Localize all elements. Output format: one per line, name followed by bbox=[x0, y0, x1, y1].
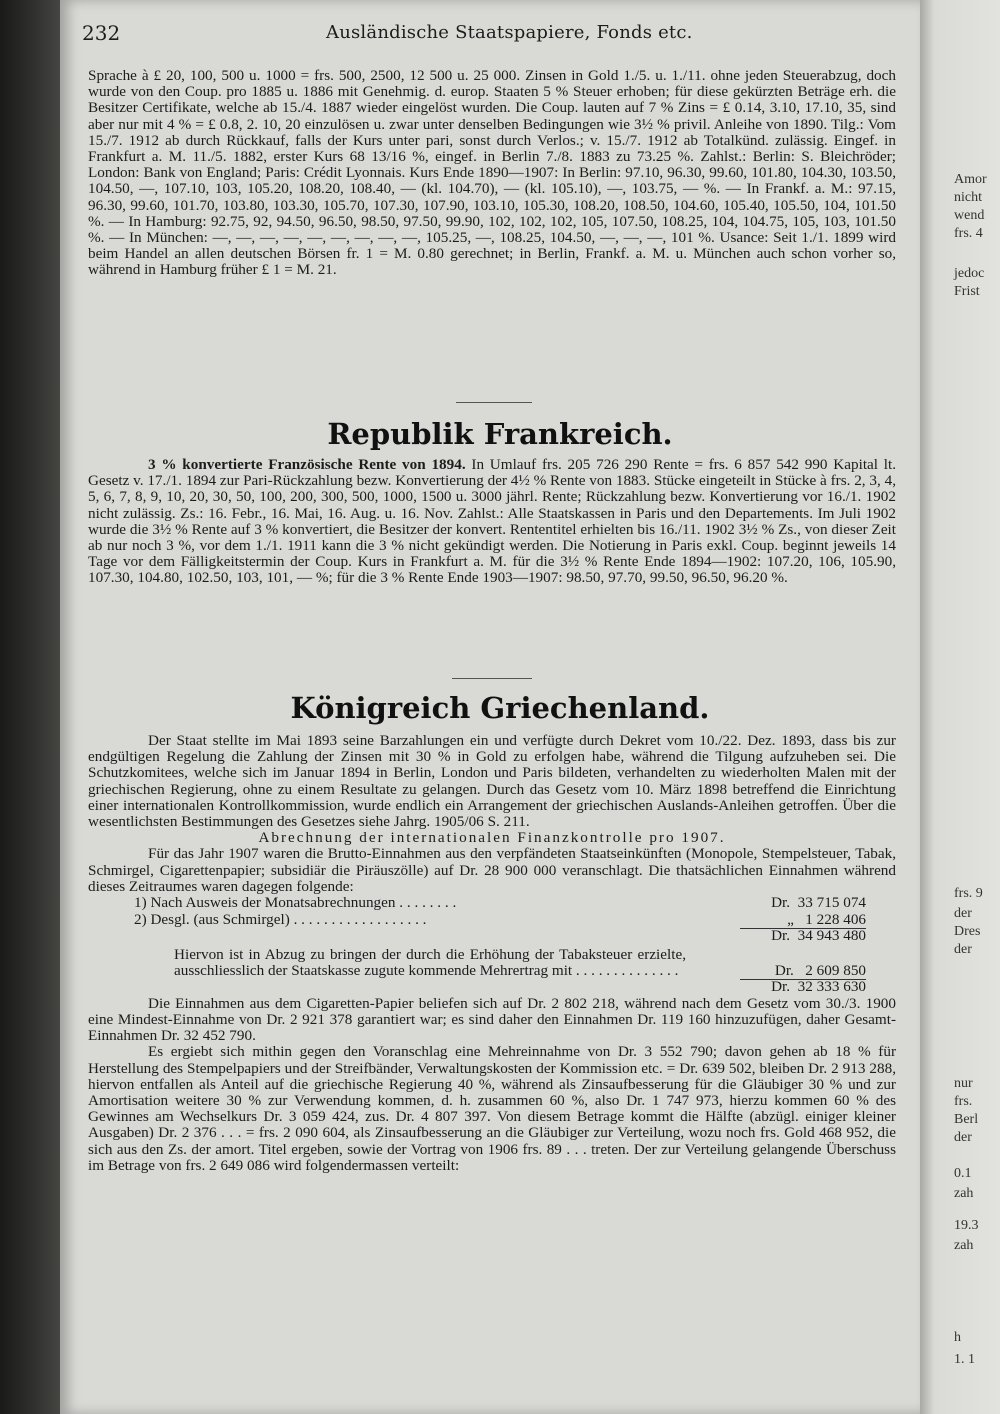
neighbor-fragment: nicht bbox=[954, 190, 982, 205]
neighbor-fragment: wend bbox=[954, 208, 985, 223]
table-row-total bbox=[134, 979, 896, 996]
neighbor-fragment: Frist bbox=[954, 284, 980, 299]
neighbor-fragment: h bbox=[954, 1330, 961, 1345]
page-number: 232 bbox=[82, 21, 121, 45]
row-amount: Dr. 32 333 630 bbox=[771, 978, 866, 996]
neighbor-fragment: der bbox=[954, 906, 972, 921]
section-divider bbox=[452, 678, 532, 679]
neighbor-fragment: frs. 4 bbox=[954, 226, 983, 241]
neighbor-fragment: Amor bbox=[954, 172, 987, 187]
section-title-greece: Königreich Griechenland. bbox=[290, 691, 710, 725]
france-paragraph bbox=[88, 457, 896, 587]
neighbor-fragment: nur bbox=[954, 1076, 973, 1091]
revenue-table bbox=[134, 895, 896, 996]
table-row-subtotal bbox=[134, 928, 896, 945]
greece-intro: Der Staat stellte im Mai 1893 seine Barzahlungen ein und verfügte durch Dekret vom 10./22. Dez. 1893, dass bis zur endgültigen Regelung die Zahlung der Zinsen mit 30 % in Gold zu erfolgen habe, während die Tilgung aufzuheben sei. Die Schutzkomitees, welche sich im Januar 1894 in Berlin, London und Paris bildeten, verhandelten zu wiederholten Malen mit der griechischen Regierung, ohne zu einem Resultate zu gelangen. Durch das Gesetz vom 10. März 1898 betreffend die Einrichtung einer internationalen Kontrollkommission, wurde endlich ein Arrangement der griechischen Auslands-Anleihen getroffen. Über die wesentlichsten Bestimmungen des Gesetzes siehe Jahrg. 1905/06 S. 211. bbox=[88, 732, 896, 831]
deduction-amount: Dr. 2 609 850 bbox=[774, 962, 866, 980]
continuation-paragraph: Sprache à £ 20, 100, 500 u. 1000 = frs. 500, 2500, 12 500 u. 25 000. Zinsen in Gold 1./5. u. 1./11. ohne jeden Steuerabzug, doch wurde von den Coup. pro 1885 u. 1886 mit Genehmig. d. europ. Staaten 5 % Steuer erhoben; für diese gekürzten Beträge erh. die Besitzer Certifikate, welche ab 15./4. 1887 wieder eingelöst wurden. Die Coup. lauten auf 7 % Zins = £ 0.14, 3.10, 17.10, 35, sind aber nur mit 4 % = £ 0.8, 2. 10, 20 einzulösen u. zwar unter denselben Bedingungen wie 3½ % privil. Anleihe von 1890. Tilg.: Vom 15./7. 1912 ab durch Rückkauf, falls der Kurs unter pari, sonst durch Verlos.; v. 15./7. 1912 ab Totalkünd. zulässig. Eingef. in Frankfurt a. M. 11./5. 1882, erster Kurs 68 13/16 %, eingef. in Berlin 7./8. 1883 zu 73.25 %. Zahlst.: Berlin: S. Bleichröder; London: Bank von England; Paris: Crédit Lyonnais. Kurs Ende 1890—1907: In Berlin: 97.10, 96.30, 99.60, 101.80, 104.30, 103.50, 104.50, —, 107.10, 103, 105.20, 108.20, 108.40, — (kl. 104.70), — (kl. 105.10), —, 103.75, — %. — In Frankf. a. M.: 97.15, 96.30, 99.60, 101.70, 103.80, 103.30, 105.70, 107.30, 107.90, 103.10, 105.30, 108.20, 108.50, 104.60, 105.40, 105.50, 104, 101.50 %. — In Hamburg: 92.75, 92, 94.50, 96.50, 98.50, 97.50, 99.90, 102, 102, 102, 105, 107.50, 108.25, 104, 104.75, 105, 103, 101.50 %. — In München: —, —, —, —, —, —, —, —, —, 105.25, —, 108.25, 104.50, —, —, —, 101 %. Usance: Seit 1./1. 1899 wird beim Handel an allen deutschen Börsen fr. 1 = M. 0.80 gerechnet; in Berlin, Frankf. a. M. u. München auch schon vorher so, während in Hamburg früher £ 1 = M. 21. bbox=[88, 67, 896, 279]
deduction-text: Hiervon ist in Abzug zu bringen der durch die Erhöhung der Tabaksteuer erzielte, ausschliesslich der Staatskasse zugute kommende Mehrertrag mit . . . . . . . . . . . . . . bbox=[174, 945, 686, 980]
france-text bbox=[88, 457, 896, 587]
neighbor-fragment: 19.3 bbox=[954, 1218, 979, 1233]
greece-paragraph-3: Die Einnahmen aus dem Cigaretten-Papier beliefen sich auf Dr. 2 802 218, während nach dem Gesetz vom 30./3. 1900 eine Mindest-Einnahme von Dr. 2 921 378 garantiert war; es sind daher den Einnahmen Dr. 119 160 hinzuzufügen, daher Gesamt-Einnahmen Dr. 32 452 790. bbox=[88, 994, 896, 1045]
greece-paragraph-4: Es ergiebt sich mithin gegen den Voranschlag eine Mehreinnahme von Dr. 3 552 790; davon gehen ab 18 % für Herstellung des Stempelpapiers und der Streifbänder, Verwaltungskosten der Kommission etc. = Dr. 639 502, bleiben Dr. 2 913 288, hiervon entfallen als Anteil auf die griechische Regierung 40 %, während als Zinsaufbesserung für die Gläubiger 30 % und zur Amortisation weitere 30 % zur Verwendung kommen, d. h. zusammen 60 %, also Dr. 1 747 973, hierzu kommen 60 % des Gewinnes am Wechselkurs Dr. 3 059 424, zus. Dr. 4 807 397. Von diesem Betrage kommt die Hälfte (abzügl. einiger kleiner Ausgaben) Dr. 2 376 . . . = frs. 2 090 604, als Zinsaufbesserung an die Gläubiger zur Verteilung, wozu noch frs. Gold 468 952, die sich aus den Zs. der amort. Titel ergeben, sowie der Vortrag von 1906 frs. 89 . . . treten. Der zur Verteilung gelangende Überschuss im Betrage von frs. 2 649 086 wird folgendermassen verteilt: bbox=[88, 1043, 896, 1174]
continuation-text bbox=[88, 68, 896, 279]
france-body: In Umlauf frs. 205 726 290 Rente = frs. 6 857 542 990 Kapital lt. Gesetz v. 17./1. 1894 zur Pari-Rückzahlung bezw. Konvertierung der 4½ % Rente von 1883. Stücke eingeteilt in Stücke à frs. 2, 3, 4, 5, 6, 7, 8, 9, 10, 20, 30, 50, 100, 200, 300, 500, 1000, 1500 u. 3000 jährl. Rente; Rückzahlung bezw. Konvertierung vor 16./1. 1902 nicht zulässig. Zs.: 16. Febr., 16. Mai, 16. Aug. u. 16. Nov. Zahlst.: Alle Staatskassen in Paris und den Departements. Im Juli 1902 wurde die 3½ % Rente auf 3 % konvertiert, die Besitzer der konvert. Rententitel erhielten bis 16./11. 1902 3½ % Zs., von dieser Zeit ab nur noch 3 %, vor dem 1./1. 1911 kann die 3 % nicht gekündigt werden. Die Notierung in Paris exkl. Coup. beginnt jeweils 14 Tage vor dem Fälligkeitstermin der Coup. Kurs in Frankfurt a. M. für die 3½ % Rente Ende 1894—1902: 107.20, 106, 105.90, 107.30, 104.80, 102.50, 103, 101, — %; für die 3 % Rente Ende 1903—1907: 98.50, 97.70, 99.50, 96.50, 96.20 %. bbox=[88, 456, 896, 587]
neighbor-fragment: zah bbox=[954, 1186, 974, 1201]
neighbor-fragment: 1. 1 bbox=[954, 1352, 975, 1367]
neighbor-fragment: der bbox=[954, 942, 972, 957]
running-title: Ausländische Staatspapiere, Fonds etc. bbox=[326, 22, 693, 43]
table-row bbox=[134, 912, 896, 929]
greece-text bbox=[88, 733, 896, 1174]
neighbor-fragment: frs. bbox=[954, 1094, 973, 1109]
greece-paragraph-2: Für das Jahr 1907 waren die Brutto-Einnahmen aus den verpfändeten Staatseinkünften (Monopole, Stempelsteuer, Tabak, Schmirgel, Cigarettenpapier; subsidiär die Piräuszölle) auf Dr. 28 900 000 veranschlagt. Die thatsächlichen Einnahmen während dieses Zeitraumes waren dagegen folgende: bbox=[88, 845, 896, 895]
neighbor-fragment: Berl bbox=[954, 1112, 979, 1127]
row-label: 1) Nach Ausweis der Monatsabrechnungen . . . . . . . . bbox=[134, 894, 457, 912]
neighbor-fragment: jedoc bbox=[954, 266, 985, 281]
section-title-france: Republik Frankreich. bbox=[327, 417, 673, 451]
row-amount: „ 1 228 406 bbox=[787, 910, 866, 928]
neighbor-fragment: Dres bbox=[954, 924, 981, 939]
row-amount: Dr. 34 943 480 bbox=[771, 927, 866, 945]
row-label: 2) Desgl. (aus Schmirgel) . . . . . . . . . . . . . . . . . . bbox=[134, 910, 427, 928]
france-bond-title: 3 % konvertierte Französische Rente von 1894. bbox=[148, 456, 466, 473]
row-amount: Dr. 33 715 074 bbox=[771, 894, 866, 912]
neighbor-fragment: frs. 9 bbox=[954, 886, 983, 901]
greece-subheading: Abrechnung der internationalen Finanzkontrolle pro 1907. bbox=[258, 829, 726, 847]
neighbor-fragment: der bbox=[954, 1130, 972, 1145]
neighbor-fragment: 0.1 bbox=[954, 1166, 972, 1181]
table-row bbox=[134, 895, 896, 912]
neighbor-fragment: zah bbox=[954, 1238, 974, 1253]
section-divider bbox=[456, 402, 532, 403]
page-header bbox=[82, 20, 882, 46]
